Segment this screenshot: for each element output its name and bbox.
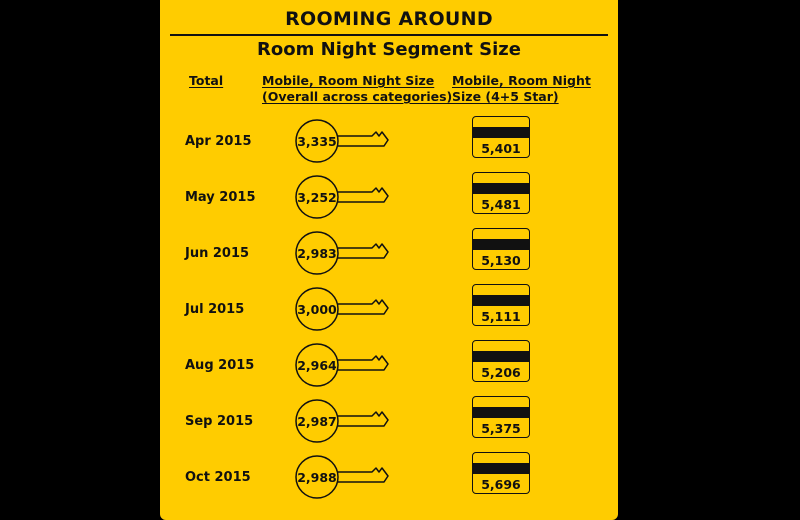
mobile-room-night-size: 2,987 [297,414,337,429]
card-stripe [473,295,529,306]
mobile-room-night-size: 3,000 [297,302,337,317]
card-stripe [473,351,529,362]
month-label: May 2015 [185,190,256,205]
column-header-star [452,73,591,105]
infographic-panel [160,0,618,520]
column-header-mobile [262,73,452,105]
card-stripe [473,183,529,194]
key-icon [292,231,392,281]
key-icon [292,455,392,505]
table-row [160,231,618,281]
table-row [160,455,618,505]
card-stripe [473,127,529,138]
month-label: Oct 2015 [185,470,251,485]
column-header-star-line2: Size (4+5 Star) [452,89,559,104]
key-icon [292,175,392,225]
page-title: ROOMING AROUND [285,8,493,30]
key-icon [292,343,392,393]
mobile-room-night-size: 3,335 [297,134,337,149]
card-icon [472,396,530,438]
month-label: Jul 2015 [185,302,245,317]
star-room-night-size: 5,206 [481,365,521,380]
card-icon [472,452,530,494]
mobile-room-night-size: 2,988 [297,470,337,485]
card-icon [472,284,530,326]
month-label: Jun 2015 [185,246,250,261]
star-room-night-size: 5,481 [481,197,521,212]
star-room-night-size: 5,401 [481,141,521,156]
star-room-night-size: 5,696 [481,477,521,492]
card-stripe [473,407,529,418]
table-row [160,175,618,225]
card-icon [472,228,530,270]
star-room-night-size: 5,111 [481,309,521,324]
table-row [160,399,618,449]
mobile-room-night-size: 2,983 [297,246,337,261]
key-icon [292,119,392,169]
card-icon [472,116,530,158]
column-header-mobile-line1: Mobile, Room Night Size [262,73,435,88]
column-header-total-label: Total [189,73,224,88]
card-stripe [473,463,529,474]
card-icon [472,172,530,214]
mobile-room-night-size: 3,252 [297,190,337,205]
table-row [160,119,618,169]
month-label: Sep 2015 [185,414,254,429]
table-row [160,287,618,337]
card-stripe [473,239,529,250]
star-room-night-size: 5,375 [481,421,521,436]
table-row [160,343,618,393]
column-header-total [189,73,223,89]
star-room-night-size: 5,130 [481,253,521,268]
mobile-room-night-size: 2,964 [297,358,337,373]
month-label: Aug 2015 [185,358,255,373]
card-icon [472,340,530,382]
key-icon [292,399,392,449]
key-icon [292,287,392,337]
page-subtitle: Room Night Segment Size [257,39,521,60]
column-header-mobile-line2: (Overall across categories) [262,89,453,104]
month-label: Apr 2015 [185,134,252,149]
column-header-star-line1: Mobile, Room Night [452,73,591,88]
title-divider [170,34,608,36]
